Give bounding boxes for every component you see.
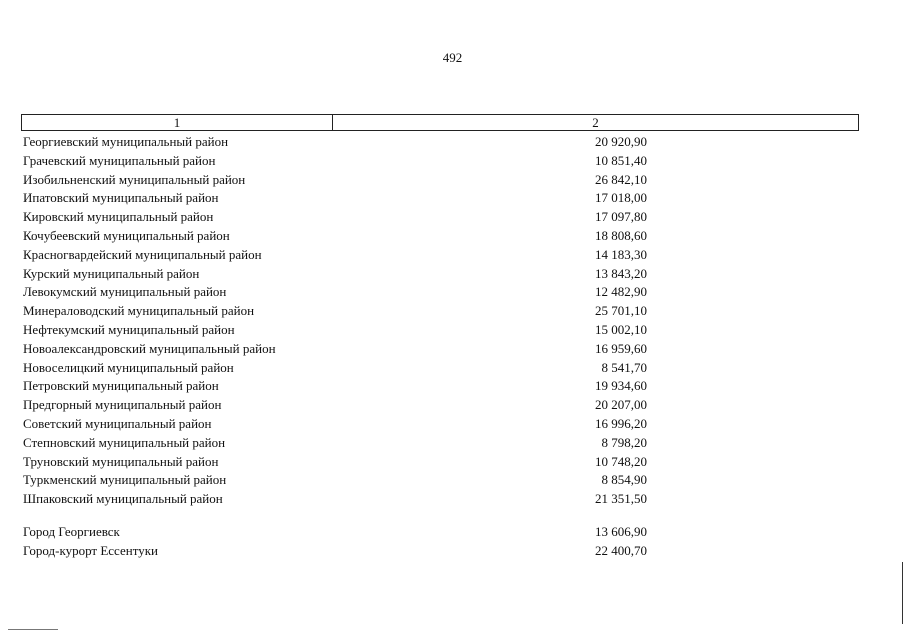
row-name: Георгиевский муниципальный район (23, 134, 229, 149)
table-row (23, 542, 843, 561)
row-value: 8 798,20 (601, 434, 647, 450)
city-rows (23, 523, 843, 561)
row-value: 14 183,30 (595, 246, 647, 262)
row-name: Новоселицкий муниципальный район (23, 359, 234, 375)
row-name: Кочубеевский муниципальный район (23, 227, 230, 243)
row-name: Новоалександровский муниципальный район (23, 340, 276, 356)
table-row (23, 471, 843, 490)
district-rows (23, 133, 843, 509)
page-number: 492 (442, 50, 463, 65)
row-value: 16 959,60 (595, 340, 647, 356)
row-value: 17 097,80 (595, 209, 647, 225)
table-row (23, 490, 843, 509)
table-row (23, 189, 843, 208)
table-row (23, 152, 843, 171)
row-name: Изобильненский муниципальный район (23, 171, 246, 187)
row-name: Курский муниципальный район (23, 265, 200, 281)
row-name: Ипатовский муниципальный район (23, 190, 219, 206)
table-row (23, 302, 843, 321)
row-name: Город Георгиевск (23, 524, 120, 539)
row-name: Левокумский муниципальный район (23, 284, 227, 300)
row-value: 8 854,90 (601, 472, 647, 488)
row-value: 10 748,20 (595, 453, 647, 469)
table-row (23, 246, 843, 265)
row-name: Нефтекумский муниципальный район (23, 321, 235, 337)
row-value: 21 351,50 (595, 491, 647, 507)
column-header-2: 2 (592, 115, 599, 130)
row-value: 16 996,20 (595, 415, 647, 431)
table-row (23, 377, 843, 396)
row-value: 13 843,20 (595, 265, 647, 281)
row-value: 15 002,10 (595, 321, 647, 337)
row-name: Грачевский муниципальный район (23, 152, 216, 168)
row-value: 17 018,00 (595, 190, 647, 206)
row-name: Минераловодский муниципальный район (23, 303, 255, 319)
table-row (23, 523, 843, 542)
table-row (23, 453, 843, 472)
row-name: Советский муниципальный район (23, 415, 212, 431)
row-value: 19 934,60 (595, 378, 647, 394)
row-value: 22 400,70 (595, 542, 647, 558)
row-value: 20 207,00 (595, 397, 647, 413)
column-header-1: 1 (22, 115, 333, 130)
table-row (23, 415, 843, 434)
table-row (23, 321, 843, 340)
row-value: 26 842,10 (595, 171, 647, 187)
row-name: Предгорный муниципальный район (23, 397, 222, 413)
row-value: 20 920,90 (595, 134, 647, 149)
row-value: 18 808,60 (595, 227, 647, 243)
row-value: 8 541,70 (601, 359, 647, 375)
row-name: Шпаковский муниципальный район (23, 491, 223, 507)
row-name: Петровский муниципальный район (23, 378, 219, 394)
row-name: Красногвардейский муниципальный район (23, 246, 262, 262)
row-value: 25 701,10 (595, 303, 647, 319)
table-header (21, 114, 859, 131)
table-row (23, 434, 843, 453)
table-row (23, 227, 843, 246)
scan-edge-line (902, 562, 903, 624)
row-value: 10 851,40 (595, 152, 647, 168)
row-value: 13 606,90 (595, 524, 647, 539)
table-row (23, 265, 843, 284)
row-name: Степновский муниципальный район (23, 434, 226, 450)
table-row (23, 283, 843, 302)
table-row (23, 133, 843, 152)
row-name: Город-курорт Ессентуки (23, 542, 158, 558)
table-row (23, 340, 843, 359)
scan-mark-line (8, 629, 58, 630)
row-name: Туркменский муниципальный район (23, 472, 227, 488)
table-row (23, 396, 843, 415)
table-row (23, 359, 843, 378)
row-value: 12 482,90 (595, 284, 647, 300)
table-row (23, 208, 843, 227)
row-name: Труновский муниципальный район (23, 453, 219, 469)
table-row (23, 171, 843, 190)
row-name: Кировский муниципальный район (23, 209, 214, 225)
